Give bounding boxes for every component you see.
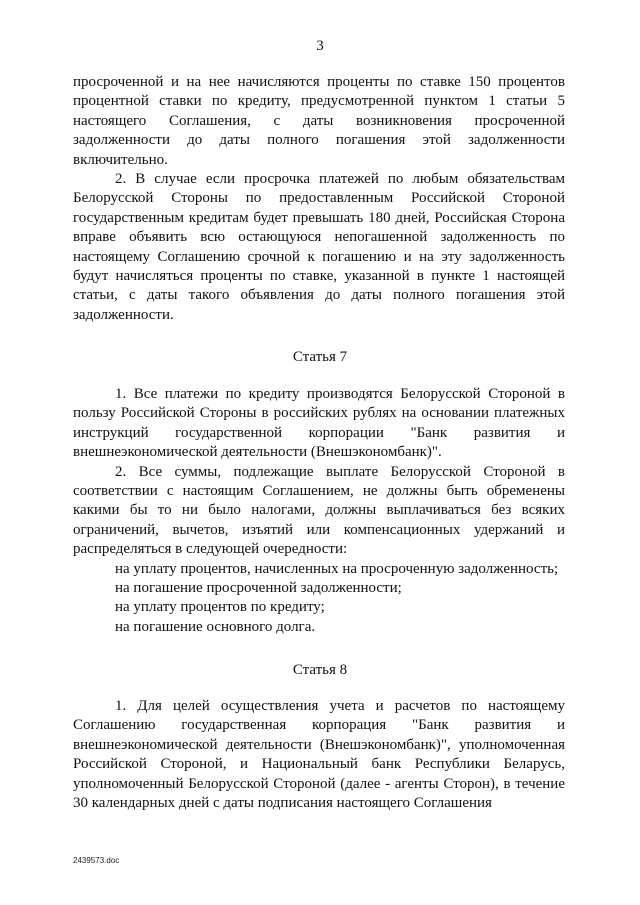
article-8-paragraph-1: 1. Для целей осуществления учета и расчетов по настоящему Соглашению государственная корпорация "Банк развития и внешнеэкономической деятельности (Внешэкономбанк)", уполномоченная Российской Стороной, и Национальный банк Республики Беларусь, уполномоченный Белорусской Стороной (далее - агенты Сторон), в течение 30 календарных дней с даты подписания настоящего Соглашения — [73, 698, 565, 812]
article-8-section — [73, 697, 565, 813]
paragraph-overdue-180-days: 2. В случае если просрочка платежей по любым обязательствам Белорусской Стороны по предоставленным Российской Стороной государственным кредитам будет превышать 180 дней, Российская Сторона вправе объявить всю остающуюся непогашенной задолженность по настоящему Соглашению срочной к погашению и на эту задолженность будут начисляться проценты по ставке, указанной в пункте 1 настоящей статьи, с даты такого объявления до даты полного погашения этой задолженности. — [73, 171, 565, 323]
article-7-paragraph-2: 2. Все суммы, подлежащие выплате Белорусской Стороной в соответствии с настоящим Соглашением, не должны быть обременены какими бы то ни было налогами, должны выплачиваться без всяких ограничений, вычетов, изъятий или компенсационных удержаний и распределяться в следующей очередности: — [73, 463, 565, 558]
paragraph-continuation: просроченной и на нее начисляются проценты по ставке 150 процентов процентной ставки по кредиту, предусмотренной пунктом 1 статьи 5 настоящего Соглашения, с даты возникновения просроченной задолженности до даты полного погашения этой задолженности включительно. — [73, 74, 565, 168]
priority-list-item: на погашение просроченной задолженности; — [115, 580, 402, 597]
footer-filename: 2439573.doc — [73, 856, 120, 865]
article-7-heading: Статья 7 — [292, 349, 348, 365]
article-8-heading: Статья 8 — [292, 662, 348, 678]
priority-list-item: на погашение основного долга. — [115, 618, 316, 635]
article-7-paragraph-1: 1. Все платежи по кредиту производятся Белорусской Стороной в пользу Российской Стороны в российских рублях на основании платежных инструкций государственной корпорации "Банк развития и внешнеэкономической деятельности (Внешэкономбанк)". — [73, 386, 565, 461]
page-number: 3 — [316, 38, 324, 54]
article-7-section — [73, 385, 565, 637]
intro-section — [73, 73, 565, 325]
priority-list-item: на уплату процентов, начисленных на просроченную задолженность; — [115, 560, 559, 577]
priority-list-item: на уплату процентов по кредиту; — [115, 599, 325, 616]
